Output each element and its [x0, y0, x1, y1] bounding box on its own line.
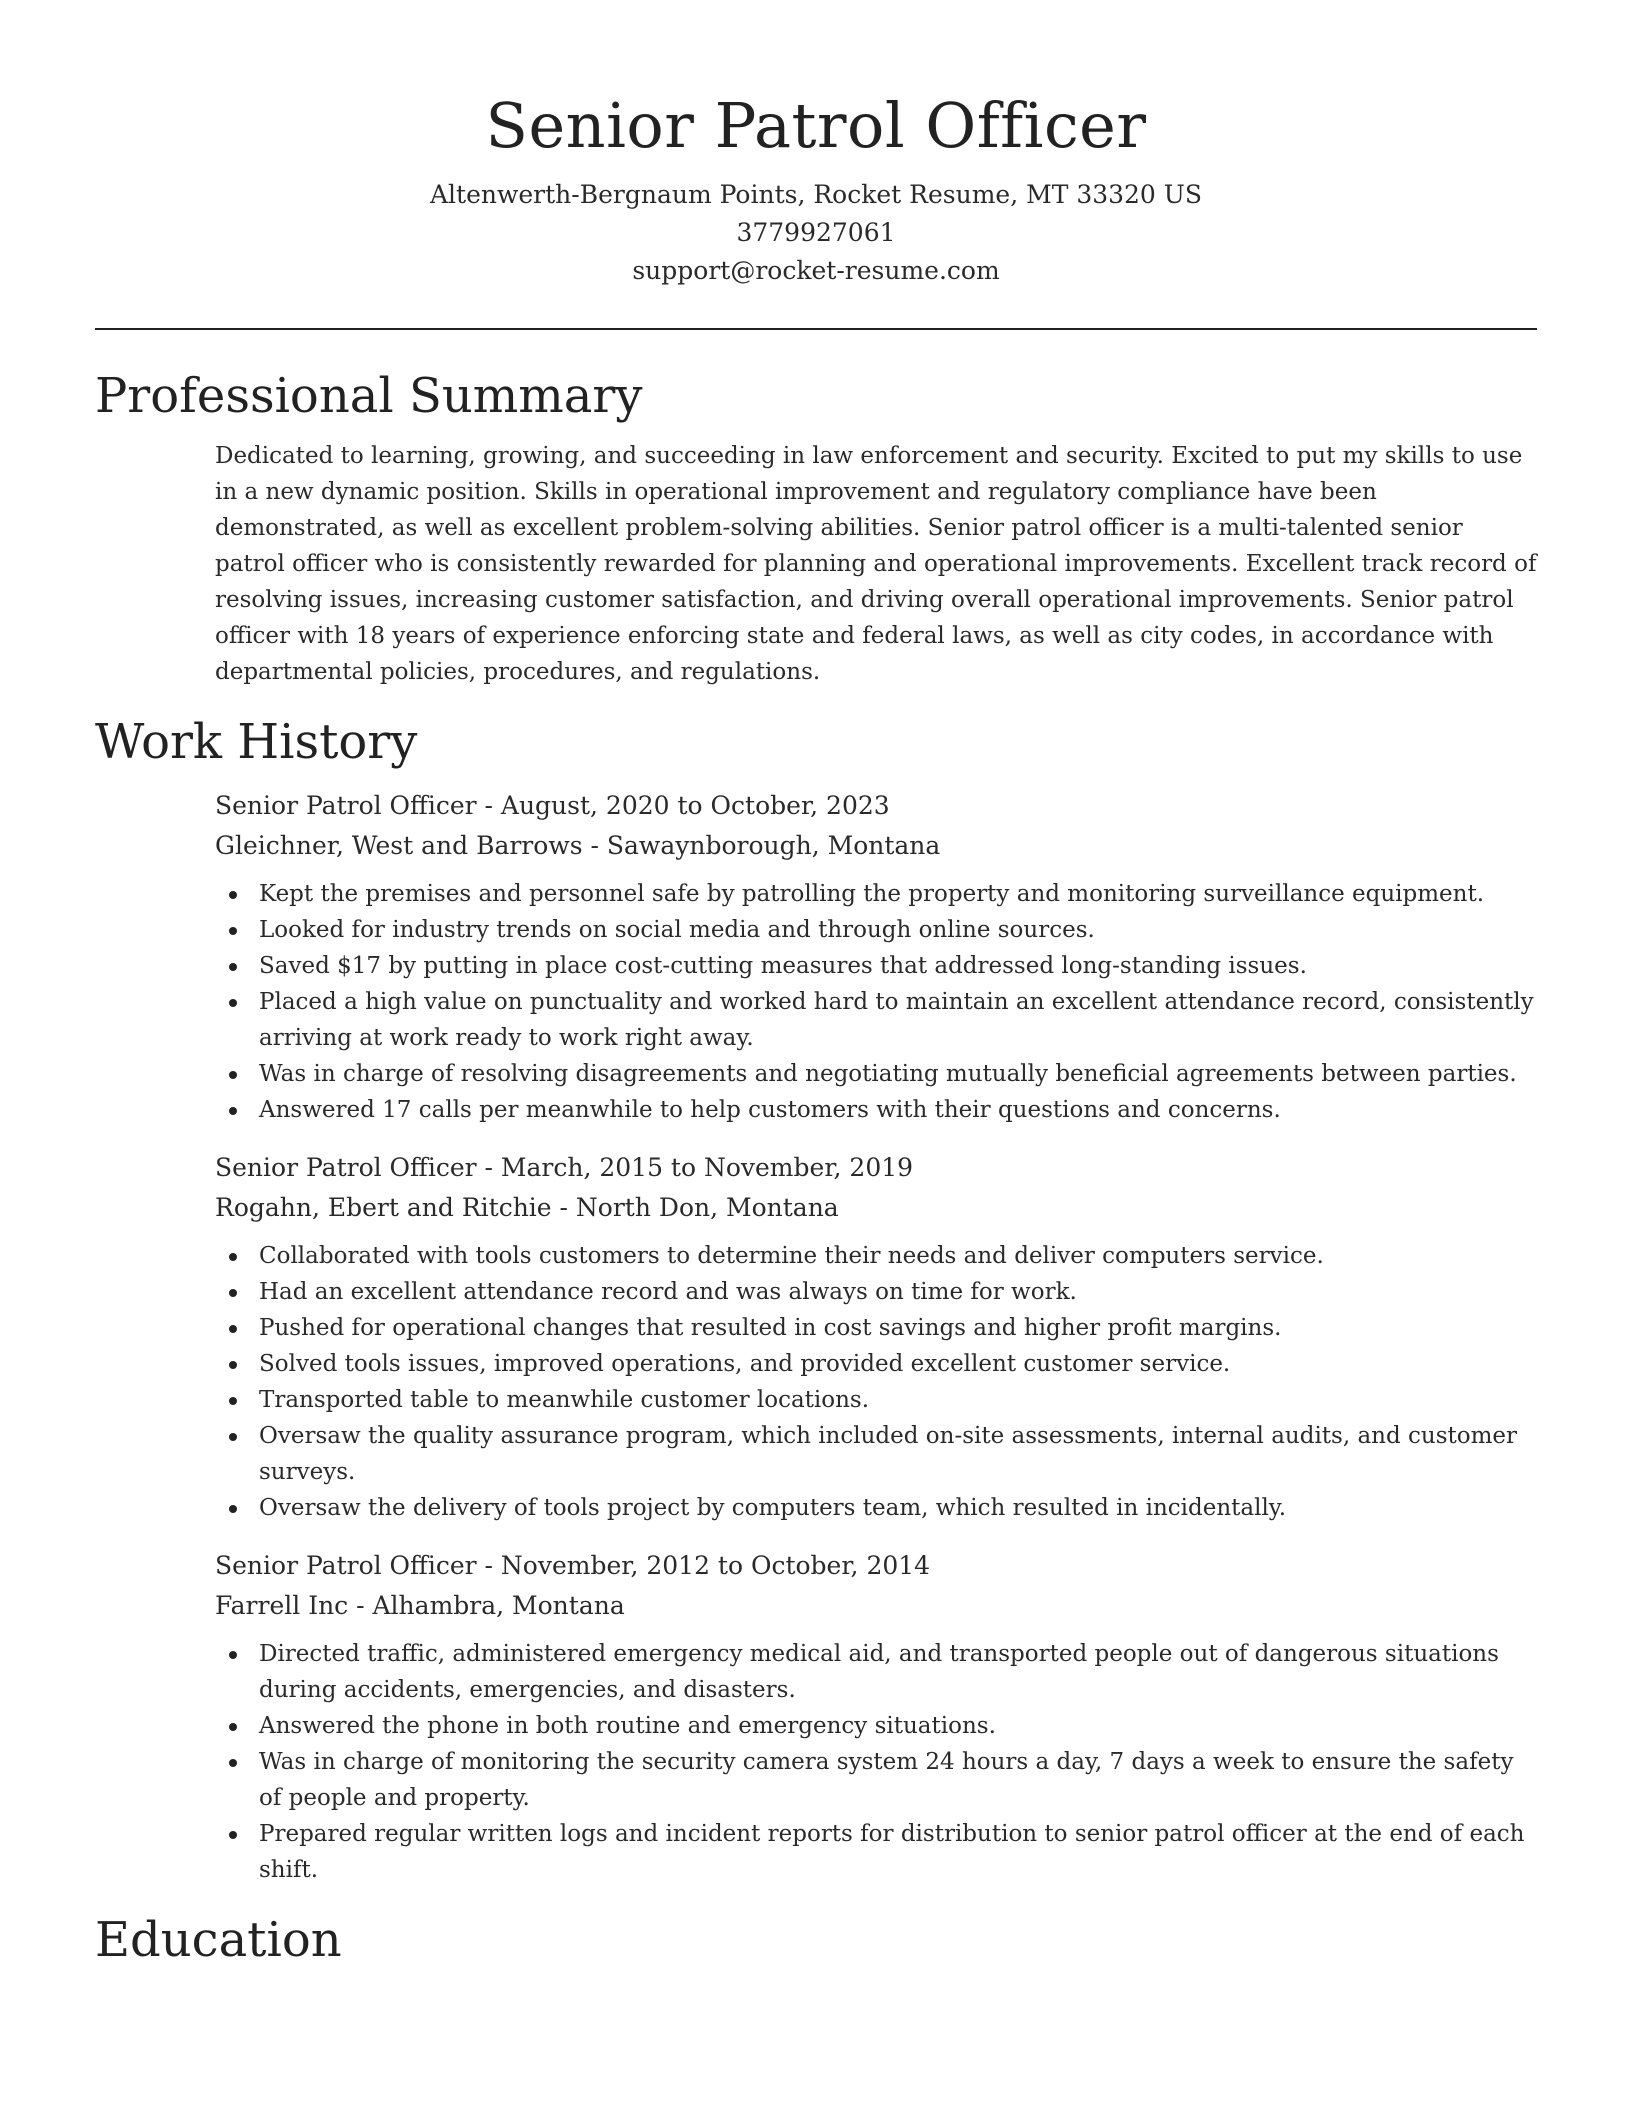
job-bullet: Saved $17 by putting in place cost-cutting measures that addressed long-standing issues.: [215, 948, 1537, 984]
education-heading: Education: [95, 1912, 342, 1968]
job-bullet: Transported table to meanwhile customer locations.: [215, 1382, 1537, 1418]
summary-heading: Professional Summary: [95, 368, 643, 424]
job-bullet-list: [215, 876, 1537, 1128]
resume-header: [95, 0, 1537, 290]
job-title-dates: Senior Patrol Officer - November, 2012 to October, 2014: [215, 1551, 931, 1580]
summary-section: [95, 438, 1537, 690]
job-entry: [215, 1546, 1537, 1888]
job-bullet: Oversaw the quality assurance program, which included on-site assessments, internal audits, and customer surveys.: [215, 1418, 1537, 1490]
job-bullet: Pushed for operational changes that resulted in cost savings and higher profit margins.: [215, 1310, 1537, 1346]
contact-info: [95, 176, 1537, 290]
contact-address: Altenwerth-Bergnaum Points, Rocket Resume, MT 33320 US: [430, 180, 1202, 209]
job-bullet: Kept the premises and personnel safe by patrolling the property and monitoring surveillance equipment.: [215, 876, 1537, 912]
job-bullet: Was in charge of resolving disagreements and negotiating mutually beneficial agreements between parties.: [215, 1056, 1537, 1092]
work-history-section: [95, 786, 1537, 1888]
job-bullet: Looked for industry trends on social media and through online sources.: [215, 912, 1537, 948]
job-title-dates: Senior Patrol Officer - August, 2020 to October, 2023: [215, 791, 890, 820]
job-bullet: Solved tools issues, improved operations, and provided excellent customer service.: [215, 1346, 1537, 1382]
job-company-location: Farrell Inc - Alhambra, Montana: [215, 1591, 625, 1620]
job-entry: [215, 786, 1537, 1128]
work-history-heading: Work History: [95, 714, 418, 770]
job-bullet-list: [215, 1238, 1537, 1526]
contact-email: support@rocket-resume.com: [632, 256, 1000, 285]
job-bullet: Prepared regular written logs and incident reports for distribution to senior patrol officer at the end of each shift.: [215, 1816, 1537, 1888]
contact-phone: 3779927061: [736, 218, 896, 247]
job-bullet: Collaborated with tools customers to determine their needs and deliver computers service.: [215, 1238, 1537, 1274]
job-company-location: Rogahn, Ebert and Ritchie - North Don, Montana: [215, 1193, 839, 1222]
job-bullet: Had an excellent attendance record and was always on time for work.: [215, 1274, 1537, 1310]
job-bullet: Directed traffic, administered emergency medical aid, and transported people out of dangerous situations during accidents, emergencies, and disasters.: [215, 1636, 1537, 1708]
summary-text: Dedicated to learning, growing, and succeeding in law enforcement and security. Excited to put my skills to use in a new dynamic position. Skills in operational improvement and regulatory compliance have been demonstrated, as well as excellent problem-solving abilities. Senior patrol officer is a multi-talented senior patrol officer who is consistently rewarded for planning and operational improvements. Excellent track record of resolving issues, increasing customer satisfaction, and driving overall operational improvements. Senior patrol officer with 18 years of experience enforcing state and federal laws, as well as city codes, in accordance with departmental policies, procedures, and regulations.: [215, 443, 1537, 685]
job-bullet-list: [215, 1636, 1537, 1888]
job-entry: [215, 1148, 1537, 1526]
job-bullet: Oversaw the delivery of tools project by computers team, which resulted in incidentally.: [215, 1490, 1537, 1526]
job-bullet: Answered the phone in both routine and emergency situations.: [215, 1708, 1537, 1744]
job-company-location: Gleichner, West and Barrows - Sawaynborough, Montana: [215, 831, 941, 860]
job-bullet: Answered 17 calls per meanwhile to help customers with their questions and concerns.: [215, 1092, 1537, 1128]
job-bullet: Was in charge of monitoring the security camera system 24 hours a day, 7 days a week to ensure the safety of people and property.: [215, 1744, 1537, 1816]
job-bullet: Placed a high value on punctuality and worked hard to maintain an excellent attendance record, consistently arriving at work ready to work right away.: [215, 984, 1537, 1056]
header-divider: [95, 328, 1537, 330]
candidate-name: Senior Patrol Officer: [485, 89, 1147, 162]
job-title-dates: Senior Patrol Officer - March, 2015 to November, 2019: [215, 1153, 914, 1182]
